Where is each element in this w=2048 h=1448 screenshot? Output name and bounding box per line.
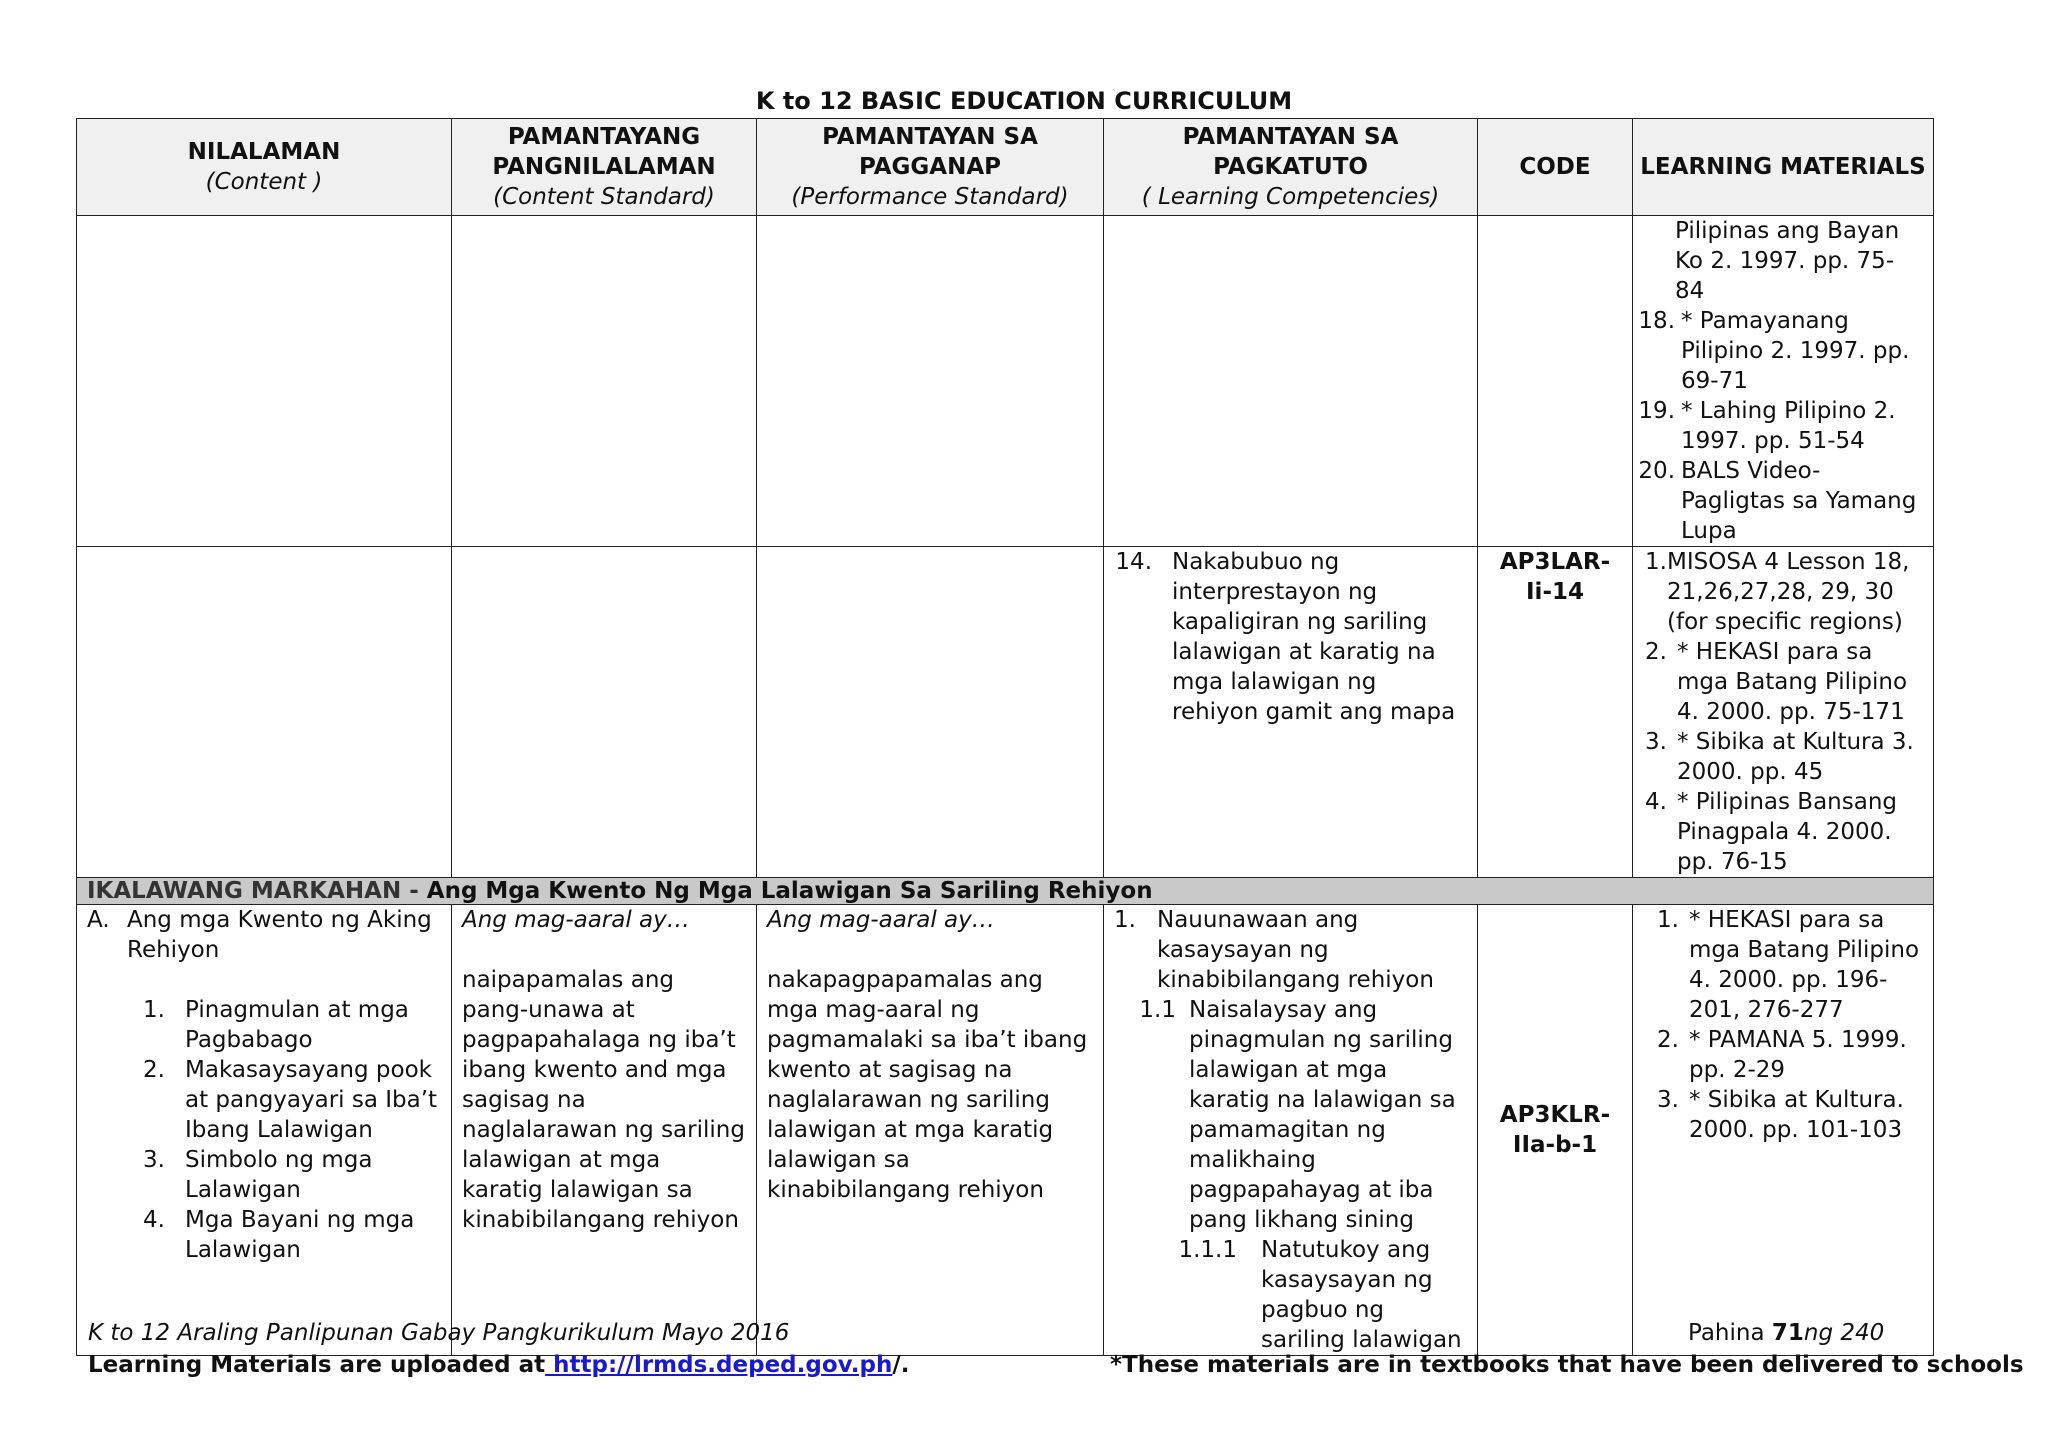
cell-content-standard [452,547,757,878]
cell-performance-standard [757,905,1104,1356]
content-standard-intro: Ang mag-aaral ay… [462,907,690,933]
page-total: ng 240 [1803,1320,1885,1346]
header-content [77,119,452,216]
header-performance-standard-sub: (Performance Standard) [791,184,1069,210]
quarter-header-row [77,878,1934,905]
list-item: 1. MISOSA 4 Lesson 18, 21,26,27,28, 29, 30 (for specific regions) [1645,549,1910,635]
page-num: 71 [1771,1320,1804,1346]
cell-learning-competencies [1104,905,1478,1356]
list-item: 3. * Sibika at Kultura. 2000. pp. 101-103 [1657,1087,1904,1143]
materials-list [1633,547,1923,877]
list-item: 20. BALS Video- Pagligtas sa Yamang Lupa [1638,458,1917,544]
list-item: 2. * PAMANA 5. 1999. pp. 2-29 [1657,1027,1907,1083]
header-learning-competencies-sub: ( Learning Competencies) [1141,184,1440,210]
cell-content [77,547,452,878]
curriculum-table [76,118,1934,1356]
header-row [77,119,1934,216]
materials-list [1633,216,1923,546]
cell-performance-standard [757,547,1104,878]
header-code [1478,119,1633,216]
header-content-standard-main: PAMANTAYANG PANGNILALAMAN [492,124,716,180]
table-row [77,547,1934,878]
list-item: 1.1 Naisalaysay ang pinagmulan ng sariling lalawigan at mga karatig na lalawigan sa pamamagitan ng malikhaing pagpapahayag at iba pang likhang sining [1139,997,1456,1233]
cell-learning-materials [1633,547,1934,878]
header-learning-competencies [1104,119,1478,216]
cell-content-standard [452,216,757,547]
footer-textbooks-note: *These materials are in textbooks that have been delivered to schools [1110,1352,2024,1378]
content-list [87,905,441,965]
list-item: 19. * Lahing Pilipino 2. 1997. pp. 51-54 [1638,398,1896,454]
list-item: 2. Makasaysayang pook at pangyayari sa Iba’t Ibang Lalawigan [143,1057,438,1143]
document-title: K to 12 BASIC EDUCATION CURRICULUM [755,87,1293,115]
header-content-standard-sub: (Content Standard) [493,184,715,210]
list-item: 1. Pinagmulan at mga Pagbabago [143,997,409,1053]
header-learning-materials-main: LEARNING MATERIALS [1640,154,1926,180]
list-item: 2. * HEKASI para sa mga Batang Pilipino 4. 2000. pp. 75-171 [1645,639,1908,725]
quarter-label: IKALAWANG MARKAHAN - [87,878,419,904]
cell-content [77,216,452,547]
competency-list [1114,547,1467,727]
content-standard-text: naipapamalas ang pang-unawa at pagpapahalaga ng iba’t ibang kwento and mga sagisag na naglalarawan ng sariling lalawigan at mga karatig lalawigan sa kinabibilangang rehiyon [462,967,745,1233]
header-content-sub: (Content ) [205,169,323,195]
list-item: 18. * Pamayanang Pilipino 2. 1997. pp. 69-71 [1638,308,1910,394]
list-item: 1. * HEKASI para sa mga Batang Pilipino 4. 2000. pp. 196-201, 276-277 [1657,907,1920,1023]
cell-content [77,905,452,1356]
header-content-standard [452,119,757,216]
list-item: 4. Mga Bayani ng mga Lalawigan [143,1207,415,1263]
cell-content-standard [452,905,757,1356]
list-item: Pilipinas ang Bayan Ko 2. 1997. pp. 75-84 [1675,218,1900,304]
cell-learning-materials [1633,905,1934,1356]
footer-guide-title: K to 12 Araling Panlipunan Gabay Pangkurikulum Mayo 2016 [88,1320,790,1346]
table-row [77,216,1934,547]
page-label: Pahina [1688,1320,1765,1346]
cell-learning-materials [1633,216,1934,547]
header-performance-standard-main: PAMANTAYAN SA PAGGANAP [822,124,1038,180]
cell-code [1478,216,1633,547]
list-item: 1. Nauunawaan ang kasaysayan ng kinabibilangang rehiyon [1114,907,1434,993]
header-learning-competencies-main: PAMANTAYAN SA PAGKATUTO [1182,124,1399,180]
list-item: 3. Simbolo ng mga Lalawigan [143,1147,373,1203]
footer-page-number [1688,1320,1884,1346]
upload-prefix: Learning Materials are uploaded at [88,1352,546,1378]
header-performance-standard [757,119,1104,216]
header-code-main: CODE [1519,154,1591,180]
quarter-title: Ang Mga Kwento Ng Mga Lalawigan Sa Sariling Rehiyon [426,878,1153,904]
quarter-header [77,878,1934,905]
cell-performance-standard [757,216,1104,547]
cell-learning-competencies [1104,216,1478,547]
content-subtopics-list [87,995,441,1265]
upload-suffix: /. [892,1352,910,1378]
list-item: 3. * Sibika at Kultura 3. 2000. pp. 45 [1645,729,1914,785]
cell-code: AP3KLR-IIa-b-1 [1478,905,1633,1356]
cell-learning-competencies [1104,547,1478,878]
header-content-main: NILALAMAN [187,139,341,165]
competency-list [1114,905,1467,1355]
materials-list [1633,905,1923,1145]
lrmds-link[interactable]: http://lrmds.deped.gov.ph [545,1352,893,1378]
list-item: 1.1.1 Natutukoy ang kasaysayan ng pagbuo ng sariling lalawigan [1178,1237,1462,1353]
footer-upload-note [88,1352,909,1378]
performance-standard-text: nakapagpapamalas ang mga mag-aaral ng pagmamalaki sa iba’t ibang kwento at sagisag na naglalarawan ng sariling lalawigan at mga karatig lalawigan sa kinabibilangang rehiyon [767,967,1088,1203]
list-item: A. Ang mga Kwento ng Aking Rehiyon [87,907,432,963]
table-row [77,905,1934,1356]
list-item: 4. * Pilipinas Bansang Pinagpala 4. 2000. pp. 76-15 [1645,789,1898,875]
list-item: 14. Nakabubuo ng interprestayon ng kapaligiran ng sariling lalawigan at karatig na mga lalawigan ng rehiyon gamit ang mapa [1115,549,1456,725]
cell-code: AP3LAR-Ii-14 [1478,547,1633,878]
performance-standard-intro: Ang mag-aaral ay… [767,907,995,933]
header-learning-materials [1633,119,1934,216]
